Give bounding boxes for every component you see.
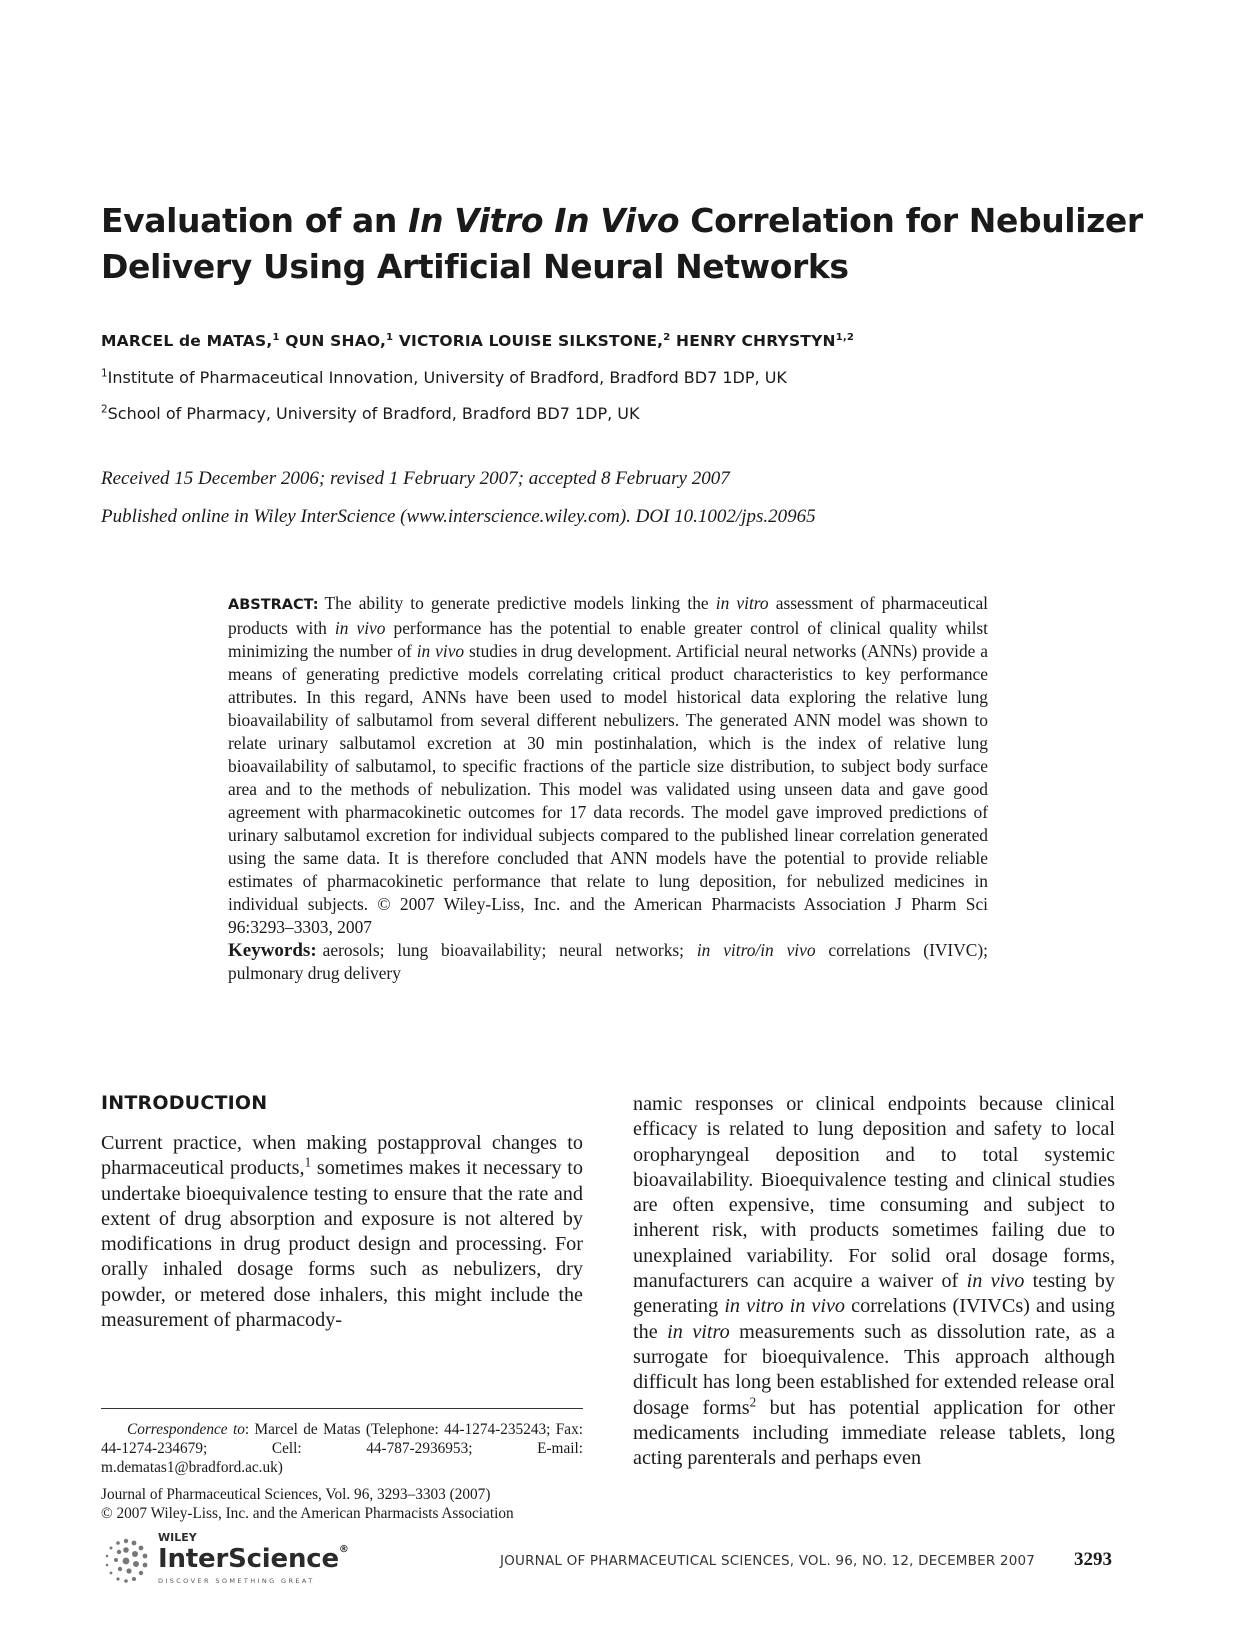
author-list [101, 332, 854, 350]
copyright-note: © 2007 Wiley-Liss, Inc. and the American Pharmacists Association [101, 1505, 514, 1522]
abstract-label: ABSTRACT: [228, 597, 319, 613]
author: VICTORIA LOUISE SILKSTONE,$^2$ [398, 331, 671, 350]
author: MARCEL de MATAS,$^1$ [101, 331, 280, 350]
title-text: Evaluation of an [101, 201, 409, 240]
author: HENRY CHRYSTYN$^{1,2}$ [676, 331, 855, 350]
page-number: 3293 [1074, 1549, 1112, 1570]
body-column-left [101, 1131, 583, 1333]
title-line-2: Delivery Using Artificial Neural Networks [101, 247, 849, 286]
correspondence-note: Correspondence to: Marcel de Matas (Telephone: 44-1274-235243; Fax: 44-1274-234679; Cell: 44-787-2936953; E-mail: m.dematas1@bradford.ac.uk) [101, 1421, 583, 1476]
logo-tagline: DISCOVER SOMETHING GREAT [158, 1577, 315, 1585]
affiliation: $^2$School of Pharmacy, University of Bradford, Bradford BD7 1DP, UK [101, 403, 640, 423]
citation-ref: 2 [749, 1393, 757, 1409]
keywords: Keywords: aerosols; lung bioavailability; neural networks; in vitro/in vivo correlations (IVIVC); pulmonary drug delivery [228, 940, 988, 983]
journal-citation: Journal of Pharmaceutical Sciences, Vol. 96, 3293–3303 (2007) [101, 1486, 491, 1503]
received-dates: Received 15 December 2006; revised 1 February 2007; accepted 8 February 2007 [101, 468, 730, 489]
author: QUN SHAO,$^1$ [285, 331, 394, 350]
paragraph: namic responses or clinical endpoints because clinical efficacy is related to lung deposition and safety to local oropharyngeal deposition and to total systemic bioavailability. Bioequivalence testing and clinical studies are often expensive, time consuming and subject to inherent risk, with products sometimes failing due to unexplained variability. For solid oral dosage forms, manufacturers can acquire a waiver of in vivo testing by generating in vitro in vivo correlations (IVIVCs) and using the in vitro measurements such as dissolution rate, as a surrogate for bioequivalence. This approach although difficult has long been established for extended release oral dosage forms$^2$ but has potential application for other medicaments including immediate release tablets, long acting parenterals and perhaps even [633, 1093, 1115, 1470]
abstract-body: ABSTRACT: The ability to generate predictive models linking the in vitro assessment of pharmaceutical products with in vivo performance has the potential to enable greater control of clinical quality whilst minimizing the number of in vivo studies in drug development. Artificial neural networks (ANNs) provide a means of generating predictive models correlating critical product characteristics to key performance attributes. In this regard, ANNs have been used to model historical data exploring the relative lung bioavailability of salbutamol from several different nebulizers. The generated ANN model was shown to relate urinary salbutamol excretion at 30 min postinhalation, which is the index of relative lung bioavailability of salbutamol, to specific fractions of the particle size distribution, to subject body surface area and to the methods of nebulization. This model was validated using unseen data and gave good agreement with pharmacokinetic outcomes for 17 data records. The model gave improved predictions of urinary salbutamol excretion for individual subjects compared to the published linear correlation generated using the same data. It is therefore concluded that ANN models have the potential to provide reliable estimates of pharmacokinetic performance that relate to lung deposition, for nebulized medicines in individual subjects. © 2007 Wiley-Liss, Inc. and the American Pharmacists Association J Pharm Sci 96:3293–3303, 2007 [228, 593, 989, 937]
wiley-interscience-logo [98, 1531, 348, 1587]
paragraph: Current practice, when making postapproval changes to pharmaceutical products,$^1$ sometimes makes it necessary to undertake bioequivalence testing to ensure that the rate and extent of drug absorption and exposure is not altered by modifications in drug product design and processing. For orally inhaled dosage forms such as nebulizers, dry powder, or metered dose inhalers, this might include the measurement of pharmacody- [101, 1132, 583, 1332]
abstract [228, 592, 988, 985]
keywords-label: Keywords: [228, 940, 317, 961]
footnotes [101, 1420, 583, 1523]
logo-wordmark: InterScience® [158, 1544, 349, 1574]
article-title [101, 198, 1143, 290]
published-online: Published online in Wiley InterScience (www.interscience.wiley.com). DOI 10.1002/jps.20965 [101, 506, 816, 527]
citation-ref: 1 [304, 1154, 312, 1170]
title-text: Correlation for Nebulizer [679, 201, 1143, 240]
logo-wiley-text: WILEY [158, 1531, 197, 1544]
section-heading-introduction: INTRODUCTION [101, 1092, 268, 1114]
title-italic-text: In Vitro In Vivo [408, 201, 680, 240]
affiliation: $^1$Institute of Pharmaceutical Innovation, University of Bradford, Bradford BD7 1DP, UK [101, 367, 787, 387]
footnote-divider [101, 1408, 583, 1409]
globe-icon [98, 1533, 154, 1589]
running-footer: JOURNAL OF PHARMACEUTICAL SCIENCES, VOL. 96, NO. 12, DECEMBER 2007 [500, 1553, 1036, 1569]
body-column-right [633, 1092, 1115, 1471]
